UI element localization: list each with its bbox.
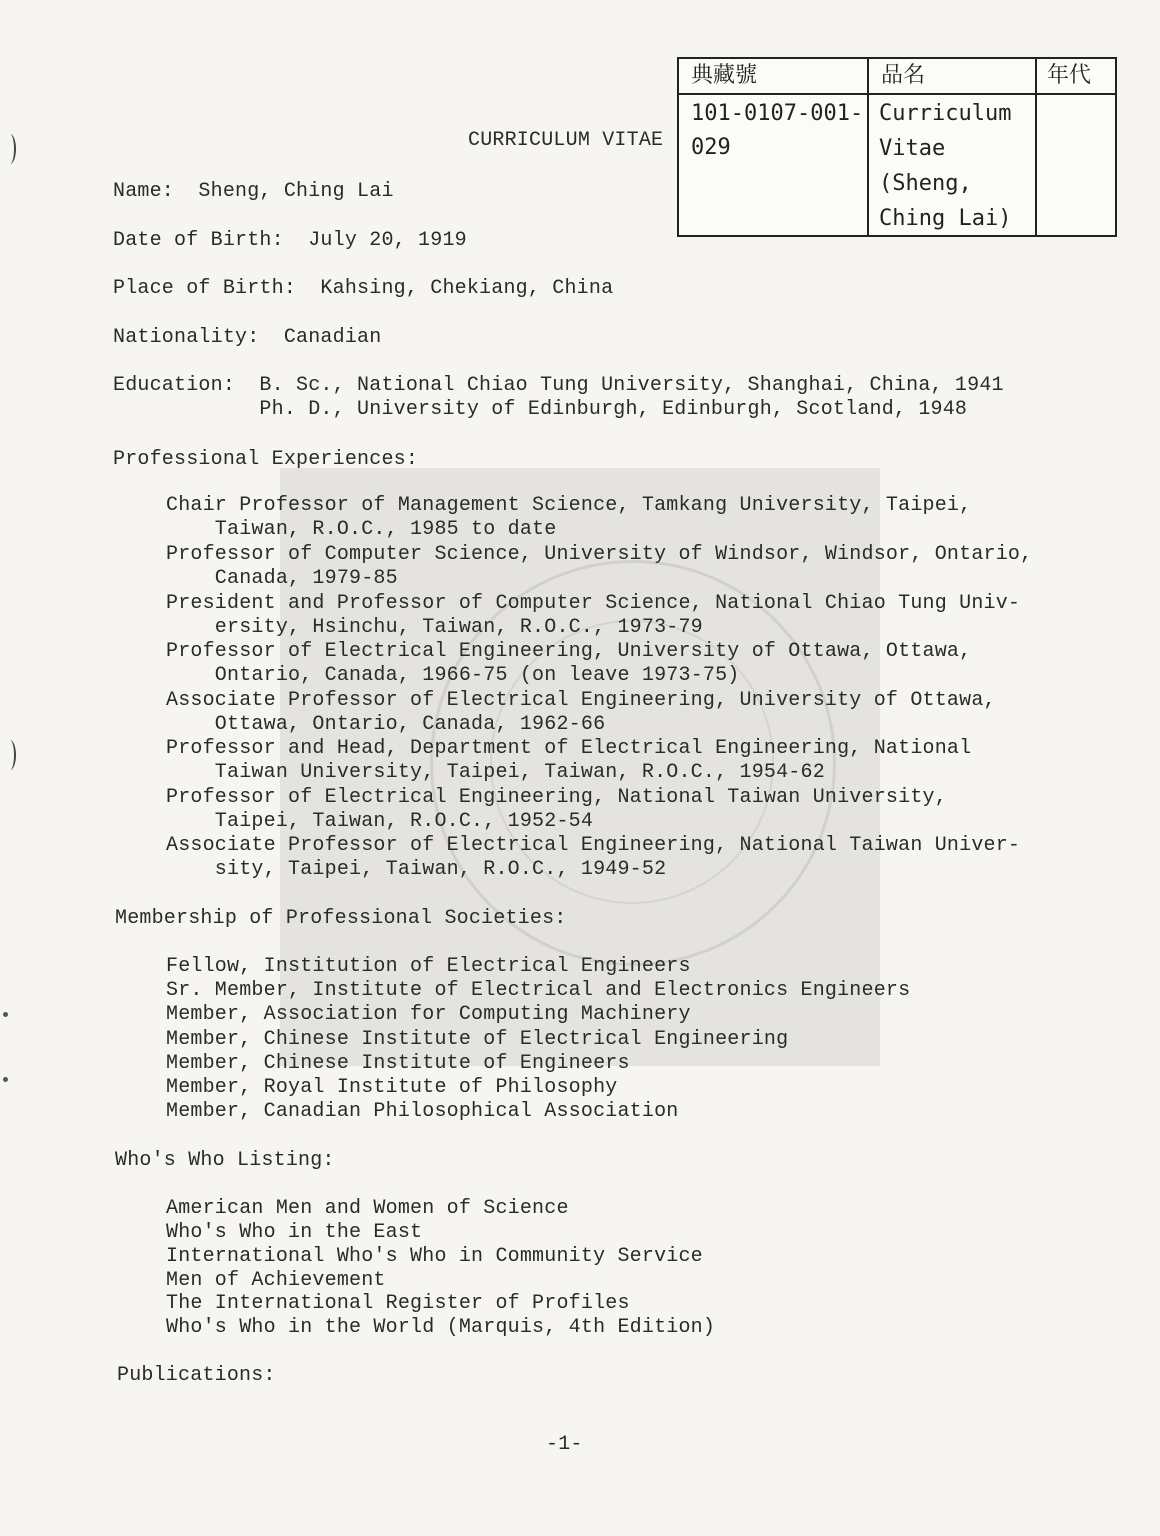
archive-id-line: 029 [691, 135, 731, 160]
archive-name-line: Vitae [879, 136, 946, 161]
archive-header-name: 品名 [881, 63, 926, 88]
binder-mark [4, 740, 16, 770]
membership-item: Member, Chinese Institute of Engineers [166, 1052, 630, 1075]
membership-item: Member, Chinese Institute of Electrical Engineering [166, 1028, 789, 1051]
experience-line: Chair Professor of Management Science, Tamkang University, Taipei, [166, 494, 972, 517]
experience-line: Taipei, Taiwan, R.O.C., 1952-54 [166, 810, 594, 833]
membership-item: Fellow, Institution of Electrical Engineers [166, 955, 691, 978]
whoswho-item: Men of Achievement [166, 1269, 386, 1292]
experience-line: Ottawa, Ontario, Canada, 1962-66 [166, 713, 606, 736]
experience-line: Associate Professor of Electrical Engineering, National Taiwan Univer- [166, 834, 1021, 857]
archive-name-line: Curriculum [879, 101, 1012, 126]
experience-line: ersity, Hsinchu, Taiwan, R.O.C., 1973-79 [166, 616, 703, 639]
whoswho-item: International Who's Who in Community Service [166, 1245, 703, 1268]
scan-speck [3, 1077, 8, 1082]
whoswho-item: American Men and Women of Science [166, 1197, 569, 1220]
experience-line: Taiwan University, Taipei, Taiwan, R.O.C., 1954-62 [166, 761, 825, 784]
archive-label-table [677, 57, 1117, 237]
experience-line: President and Professor of Computer Science, National Chiao Tung Univ- [166, 592, 1021, 615]
experience-line: Professor of Electrical Engineering, University of Ottawa, Ottawa, [166, 640, 972, 663]
archive-id-line: 101-0107-001- [691, 101, 864, 126]
whoswho-item: The International Register of Profiles [166, 1292, 630, 1315]
experience-line: Taiwan, R.O.C., 1985 to date [166, 518, 557, 541]
membership-item: Sr. Member, Institute of Electrical and Electronics Engineers [166, 979, 911, 1002]
dob-line: Date of Birth: July 20, 1919 [113, 229, 467, 252]
pob-line: Place of Birth: Kahsing, Chekiang, China [113, 277, 614, 300]
education-line: Education: B. Sc., National Chiao Tung University, Shanghai, China, 1941 [113, 374, 1004, 397]
experience-line: Associate Professor of Electrical Engineering, University of Ottawa, [166, 689, 996, 712]
experience-line: sity, Taipei, Taiwan, R.O.C., 1949-52 [166, 858, 667, 881]
binder-mark [4, 134, 16, 164]
nationality-line: Nationality: Canadian [113, 326, 382, 349]
archive-name-line: Ching Lai) [879, 206, 1012, 231]
archive-header-id: 典藏號 [691, 63, 758, 88]
archive-header-date: 年代 [1047, 63, 1092, 88]
experience-line: Professor of Electrical Engineering, National Taiwan University, [166, 786, 947, 809]
page-number: -1- [546, 1433, 583, 1456]
archive-name-line: (Sheng, [879, 171, 972, 196]
membership-item: Member, Royal Institute of Philosophy [166, 1076, 618, 1099]
membership-item: Member, Canadian Philosophical Association [166, 1100, 679, 1123]
membership-item: Member, Association for Computing Machinery [166, 1003, 691, 1026]
experience-line: Professor and Head, Department of Electrical Engineering, National [166, 737, 972, 760]
whoswho-heading: Who's Who Listing: [115, 1149, 335, 1172]
education-line: Ph. D., University of Edinburgh, Edinburgh, Scotland, 1948 [113, 398, 968, 421]
whoswho-item: Who's Who in the East [166, 1221, 423, 1244]
scan-speck [3, 1012, 8, 1017]
experience-line: Canada, 1979-85 [166, 567, 398, 590]
experience-line: Professor of Computer Science, University of Windsor, Windsor, Ontario, [166, 543, 1033, 566]
publications-heading: Publications: [117, 1364, 276, 1387]
experience-line: Ontario, Canada, 1966-75 (on leave 1973-75) [166, 664, 740, 687]
document-title: CURRICULUM VITAE [468, 129, 664, 152]
whoswho-item: Who's Who in the World (Marquis, 4th Edition) [166, 1316, 716, 1339]
membership-heading: Membership of Professional Societies: [115, 907, 567, 930]
name-line: Name: Sheng, Ching Lai [113, 180, 394, 203]
experience-heading: Professional Experiences: [113, 448, 419, 471]
